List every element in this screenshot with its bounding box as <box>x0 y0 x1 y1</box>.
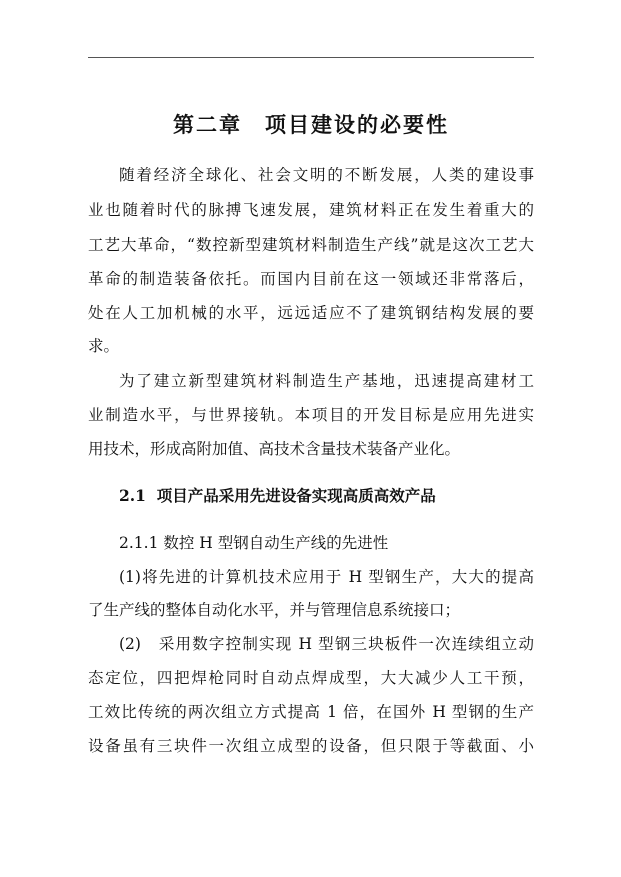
item-2-line-1: (2) 采用数字控制实现 H 型钢三块板件一次连续组立动 <box>119 635 534 653</box>
paragraph-2-line-2: 业制造水平，与世界接轨。本项目的开发目标是应用先进实 <box>88 406 534 424</box>
item-2-line-4: 设备虽有三块件一次组立成型的设备，但只限于等截面、小 <box>88 737 534 755</box>
item-1-line-2: 了生产线的整体自动化水平，并与管理信息系统接口； <box>88 601 461 619</box>
chapter-title: 第二章 项目建设的必要性 <box>173 112 449 137</box>
section-heading: 2.1 项目产品采用先进设备实现高质高效产品 <box>119 486 436 505</box>
paragraph-1-line-5: 处在人工加机械的水平，远远适应不了建筑钢结构发展的要 <box>88 304 534 322</box>
item-2-line-3: 工效比传统的两次组立方式提高 1 倍，在国外 H 型钢的生产 <box>88 703 534 721</box>
paragraph-1-line-4: 革命的制造装备依托。而国内目前在这一领域还非常落后， <box>88 270 534 288</box>
item-2-line-2: 态定位，四把焊枪同时自动点焊成型，大大减少人工干预， <box>88 669 534 687</box>
page-header-rule <box>88 57 534 58</box>
paragraph-2-line-3: 用技术，形成高附加值、高技术含量技术装备产业化。 <box>88 440 461 458</box>
paragraph-1-line-3: 工艺大革命，“数控新型建筑材料制造生产线”就是这次工艺大 <box>88 236 534 254</box>
paragraph-1-line-6: 求。 <box>88 337 120 355</box>
paragraph-1-line-2: 业也随着时代的脉搏飞速发展，建筑材料正在发生着重大的 <box>88 201 534 219</box>
paragraph-1-line-1: 随着经济全球化、社会文明的不断发展，人类的建设事 <box>119 166 534 184</box>
item-1-line-1: (1)将先进的计算机技术应用于 H 型钢生产，大大的提高 <box>119 568 534 586</box>
subsection-heading: 2.1.1 数控 H 型钢自动生产线的先进性 <box>119 534 389 552</box>
paragraph-2-line-1: 为了建立新型建筑材料制造生产基地，迅速提高建材工 <box>119 372 534 390</box>
